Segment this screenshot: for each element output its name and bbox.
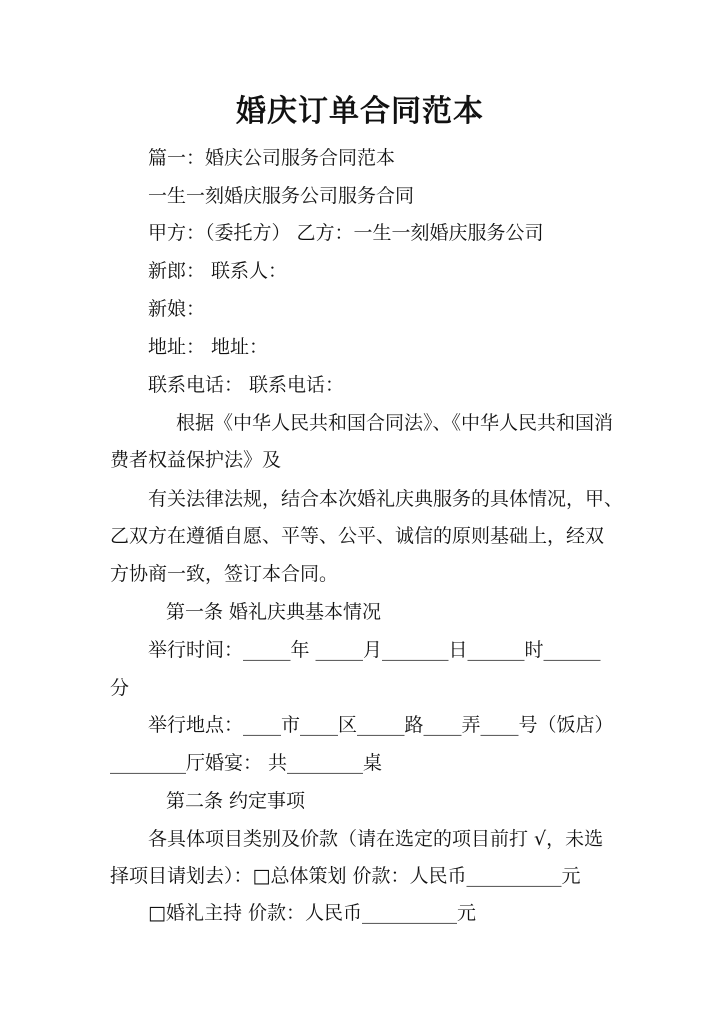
phone-line: 联系电话： 联系电话： [148,374,345,396]
host-line: □婚礼主持 价款：人民币__________元 [148,902,476,924]
address-line: 地址： 地址： [148,336,269,358]
items-instruction-line: 各具体项目类别及价款（请在选定的项目前打 √，未选 [148,828,604,850]
event-location-line: 举行地点：____市____区_____路____弄____号（饭店） [148,714,614,736]
paragraph-line: 乙双方在遵循自愿、平等、公平、诚信的原则基础上，经双 [110,525,605,547]
article-two-heading: 第二条 约定事项 [166,790,306,812]
overall-planning-line: 择项目请划去）：□总体策划 价款：人民币__________元 [110,865,581,887]
bride-line: 新娘： [148,298,206,320]
paragraph-line: 费者权益保护法》及 [110,449,282,471]
parties-line: 甲方：（委托方） 乙方：一生一刻婚庆服务公司 [148,222,544,244]
section-heading: 篇一：婚庆公司服务合同范本 [148,147,396,169]
contract-name: 一生一刻婚庆服务公司服务合同 [148,185,415,207]
paragraph-line: 有关法律法规，结合本次婚礼庆典服务的具体情况，甲、 [148,488,624,510]
event-time-line: 举行时间：_____年 _____月_______日______时______ [148,639,601,661]
document-title: 婚庆订单合同范本 [236,94,484,129]
article-one-heading: 第一条 婚礼庆典基本情况 [166,601,382,623]
paragraph-line: 方协商一致，签订本合同。 [110,563,339,585]
paragraph-line: 根据《中华人民共和国合同法》、《中华人民共和国消 [176,412,614,434]
banquet-line: ________厅婚宴： 共________桌 [110,752,383,774]
groom-contact-line: 新郎： 联系人： [148,260,288,282]
event-time-continuation: 分 [110,677,130,699]
